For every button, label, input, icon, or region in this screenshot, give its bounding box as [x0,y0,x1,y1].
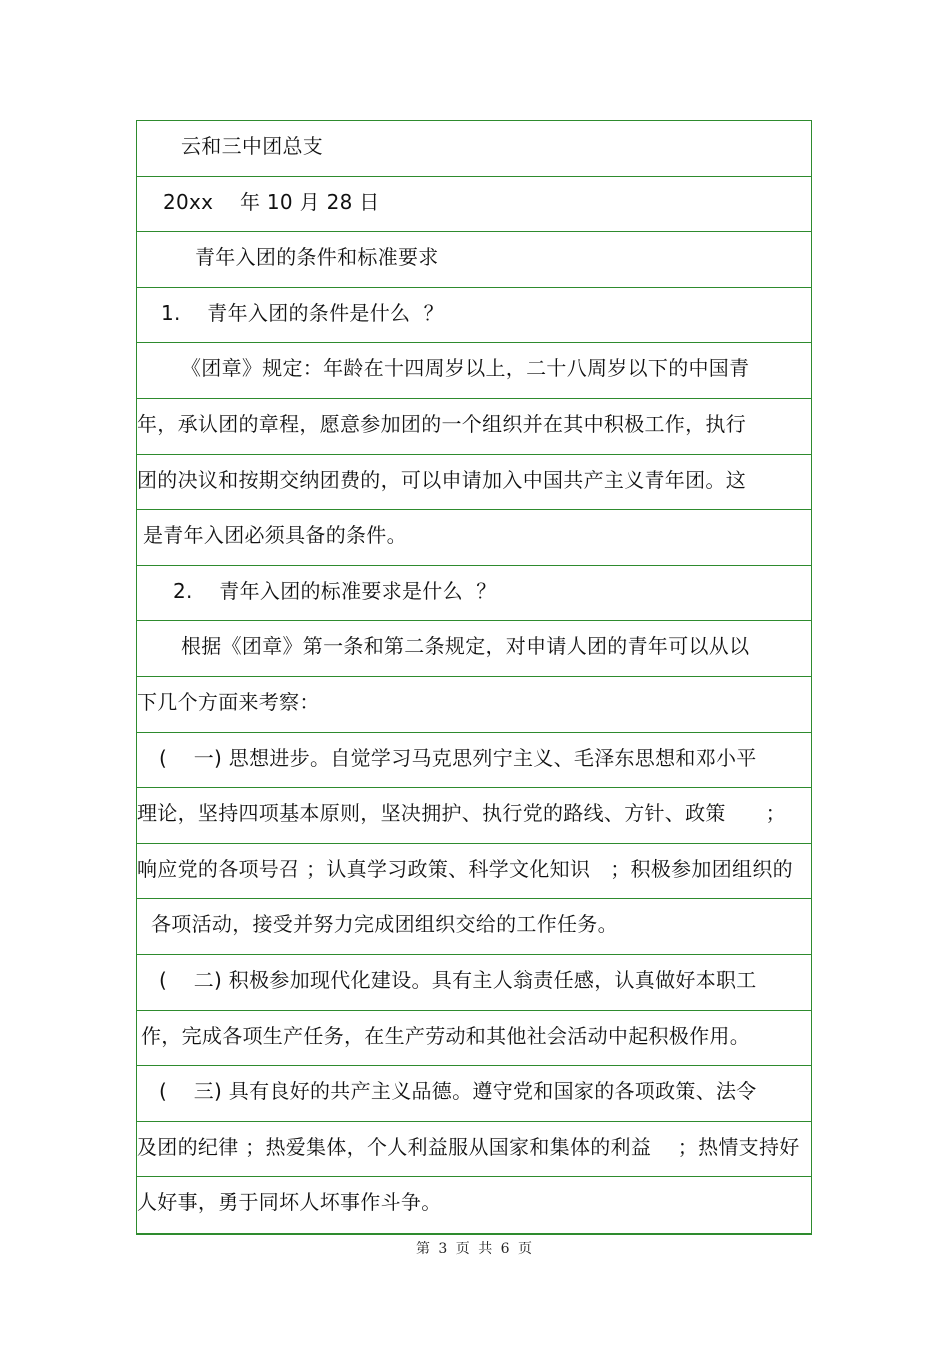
table-row [137,177,811,233]
table-row [137,1177,811,1233]
table-row [137,399,811,455]
date-line: 20xx 年 10 月 28 日 [163,189,380,214]
paragraph-line: 理论，坚持四项基本原则，坚决拥护、执行党的路线、方针、政策 ； [137,801,786,826]
paragraph-line: 年，承认团的章程，愿意参加团的一个组织并在其中积极工作，执行 [137,411,746,436]
table-row [137,1011,811,1067]
paragraph-line: 《团章》规定：年龄在十四周岁以上，二十八周岁以下的中国青 [181,356,750,381]
paragraph-line: 各项活动，接受并努力完成团组织交给的工作任务。 [151,912,618,937]
table-row [137,510,811,566]
paragraph-line: ( 二) 积极参加现代化建设。具有主人翁责任感，认真做好本职工 [159,967,757,992]
table-row [137,1122,811,1178]
table-row [137,343,811,399]
question-heading: 1. 青年入团的条件是什么 ？ [161,300,444,325]
paragraph-line: 是青年入团必须具备的条件。 [143,523,407,548]
paragraph-line: 人好事，勇于同坏人坏事作斗争。 [137,1190,442,1215]
table-row [137,288,811,344]
paragraph-line: 下几个方面来考察： [137,689,320,714]
table-row [137,455,811,511]
table-row [137,621,811,677]
table-row [137,844,811,900]
table-row [137,899,811,955]
paragraph-line: ( 三) 具有良好的共产主义品德。遵守党和国家的各项政策、法令 [159,1079,757,1104]
question-heading: 2. 青年入团的标准要求是什么 ？ [173,578,497,603]
paragraph-line: ( 一) 思想进步。自觉学习马克思列宁主义、毛泽东思想和邓小平 [159,745,757,770]
table-row [137,1066,811,1122]
issuer-line: 云和三中团总支 [181,134,324,158]
paragraph-line: 团的决议和按期交纳团费的，可以申请加入中国共产主义青年团。这 [137,467,746,492]
paragraph-line: 及团的纪律 ；热爱集体，个人利益服从国家和集体的利益 ；热情支持好 [137,1134,800,1159]
document-title: 青年入团的条件和标准要求 [195,245,439,270]
paragraph-line: 响应党的各项号召 ；认真学习政策、科学文化知识 ；积极参加团组织的 [137,856,793,881]
table-row [137,566,811,622]
paragraph-line: 根据《团章》第一条和第二条规定，对申请人团的青年可以从以 [181,634,750,659]
table-row [137,121,811,177]
table-row [137,788,811,844]
page-number-footer: 第 3 页 共 6 页 [415,1241,535,1257]
table-row [137,232,811,288]
table-row [137,955,811,1011]
table-row [137,677,811,733]
table-row [137,733,811,789]
paragraph-line: 作，完成各项生产任务，在生产劳动和其他社会活动中起积极作用。 [141,1023,750,1048]
document-table [136,120,812,1235]
